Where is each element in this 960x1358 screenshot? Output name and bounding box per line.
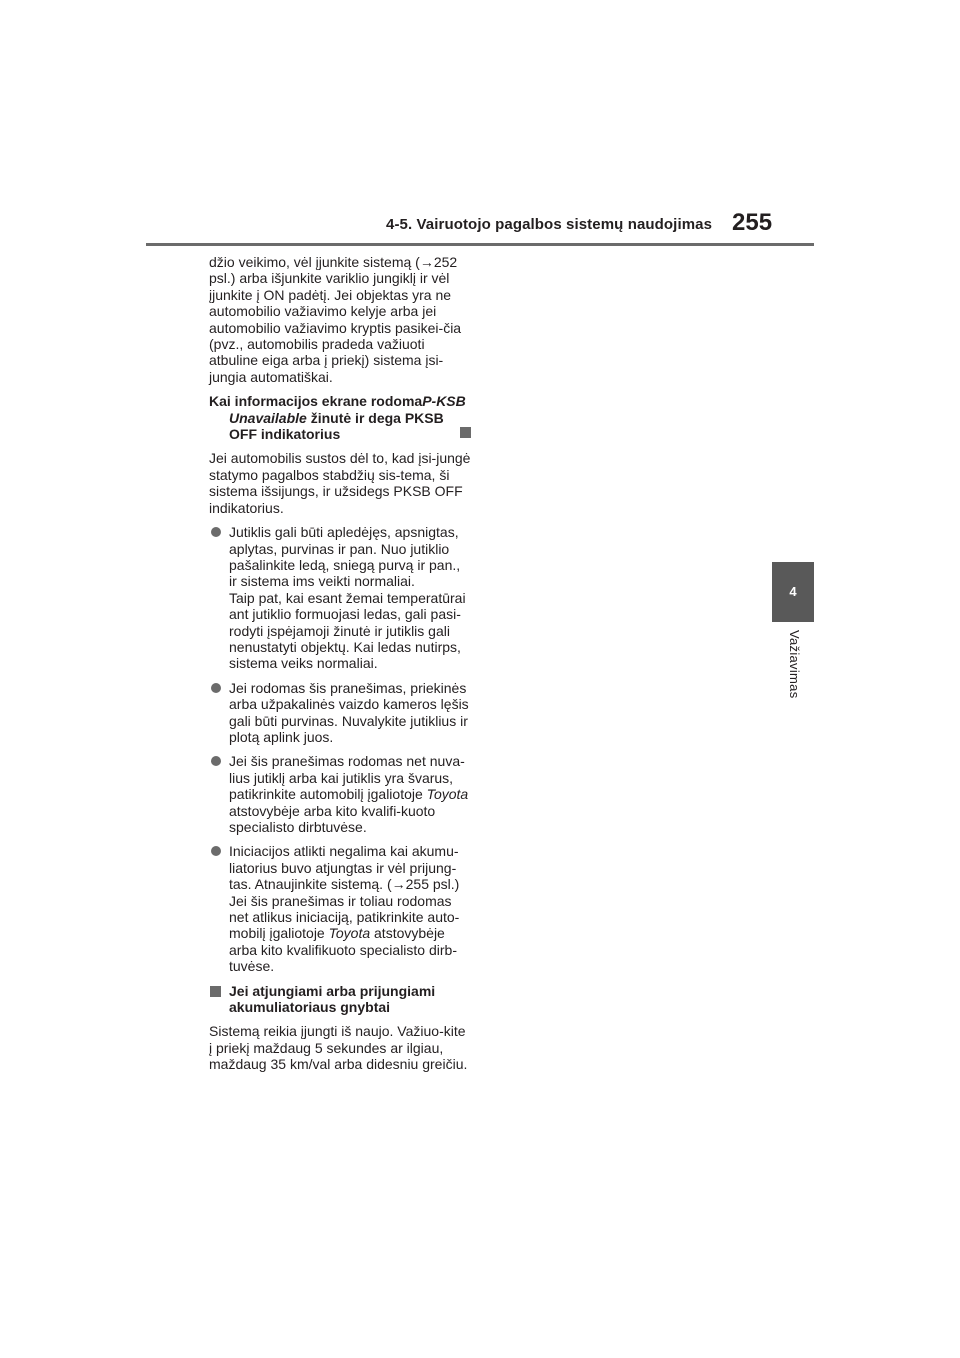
bullet-dot-icon: [211, 683, 221, 693]
list-item-text: atstovybėje arba kito kvalifi-kuoto specialisto dirbtuvėse.: [229, 802, 436, 835]
intro-paragraph: džio veikimo, vėl įjunkite sistemą (→252 psl.) arba išjunkite variklio jungiklį ir vėl įjunkite į ON padėtį. Jei objektas yra ne automobilio važiavimo kelyje arba jei automobilio važiavimo kryptis pasikei-čia (pvz., automobilis pradeda važiuoti atbuline eiga arba į priekį) sistema įsi-jungia automatiškai.: [209, 254, 462, 385]
header-rule: [146, 243, 814, 246]
heading-text-continued: žinutė ir dega PKSB OFF indikatorius: [229, 409, 444, 443]
chapter-tab: 4: [772, 562, 814, 622]
brand-name: Toyota: [426, 786, 469, 803]
paragraph: Jei automobilis sustos dėl to, kad įsi-jungė statymo pagalbos stabdžių sis-tema, ši sistema išsijungs, ir užsidegs PKSB OFF indikatorius.: [209, 450, 471, 516]
heading-message-name: P-KSB Unavailable: [229, 393, 466, 426]
section-heading: [209, 393, 471, 442]
list-item-text: Jei šis pranešimas rodomas net nuva-lius jutiklį arba kai jutiklis yra švarus, patikrinkite automobilį įgaliotoje: [229, 753, 465, 803]
section-heading: [209, 983, 471, 1016]
list-item: [209, 524, 471, 672]
bullet-dot-icon: [211, 756, 221, 766]
main-content: [209, 254, 471, 1081]
list-item: [209, 753, 471, 835]
square-marker-icon: [210, 986, 221, 997]
list-item-text: Jutiklis gali būti apledėjęs, apsnigtas, aplytas, purvinas ir pan. Nuo jutiklio pašalinkite ledą, sniegą purvą ir pan., ir sistema ims veikti normaliai.: [229, 524, 461, 590]
chapter-label: Važiavimas: [787, 630, 802, 699]
paragraph: Sistemą reikia įjungti iš naujo. Važiuo-kite į priekį maždaug 5 sekundes ar ilgiau, maždaug 35 km/val arba didesniu greičiu.: [209, 1023, 468, 1073]
bullet-dot-icon: [211, 527, 221, 537]
bullet-dot-icon: [211, 846, 221, 856]
list-item-text: Taip pat, kai esant žemai temperatūrai ant jutiklio formuojasi ledas, gali pasi-rodyti įspėjamoji žinutė ir jutiklis gali nenustatyti objektų. Kai ledas nutirps, sistema veiks normaliai.: [229, 589, 466, 672]
page-number: 255: [732, 209, 773, 236]
brand-name: Toyota: [328, 925, 371, 942]
header-section-title: 4-5. Vairuotojo pagalbos sistemų naudojimas: [386, 216, 713, 233]
list-item: [209, 680, 471, 746]
list-item-text: Jei rodomas šis pranešimas, priekinės arba užpakalinės vaizdo kameros lęšis gali būti purvinas. Nuvalykite jutiklius ir plotą aplink juos.: [229, 679, 469, 745]
heading-text: Jei atjungiami arba prijungiami akumuliatoriaus gnybtai: [229, 982, 436, 1016]
list-item: [209, 843, 471, 974]
list-item-text: Iniciacijos atlikti negalima kai akumu-liatorius buvo atjungtas ir vėl prijung-tas. Atnaujinkite sistemą. (→255 psl.) Jei šis pranešimas ir toliau rodomas net atlikus iniciaciją, patikrinkite auto-mobilį įgaliotoje: [229, 843, 460, 942]
square-marker-icon: [460, 427, 471, 438]
heading-text: Kai informacijos ekrane rodoma: [209, 393, 423, 410]
list-item-text: atstovybėje arba kito kvalifikuoto specialisto dirb-tuvėse.: [229, 925, 457, 975]
